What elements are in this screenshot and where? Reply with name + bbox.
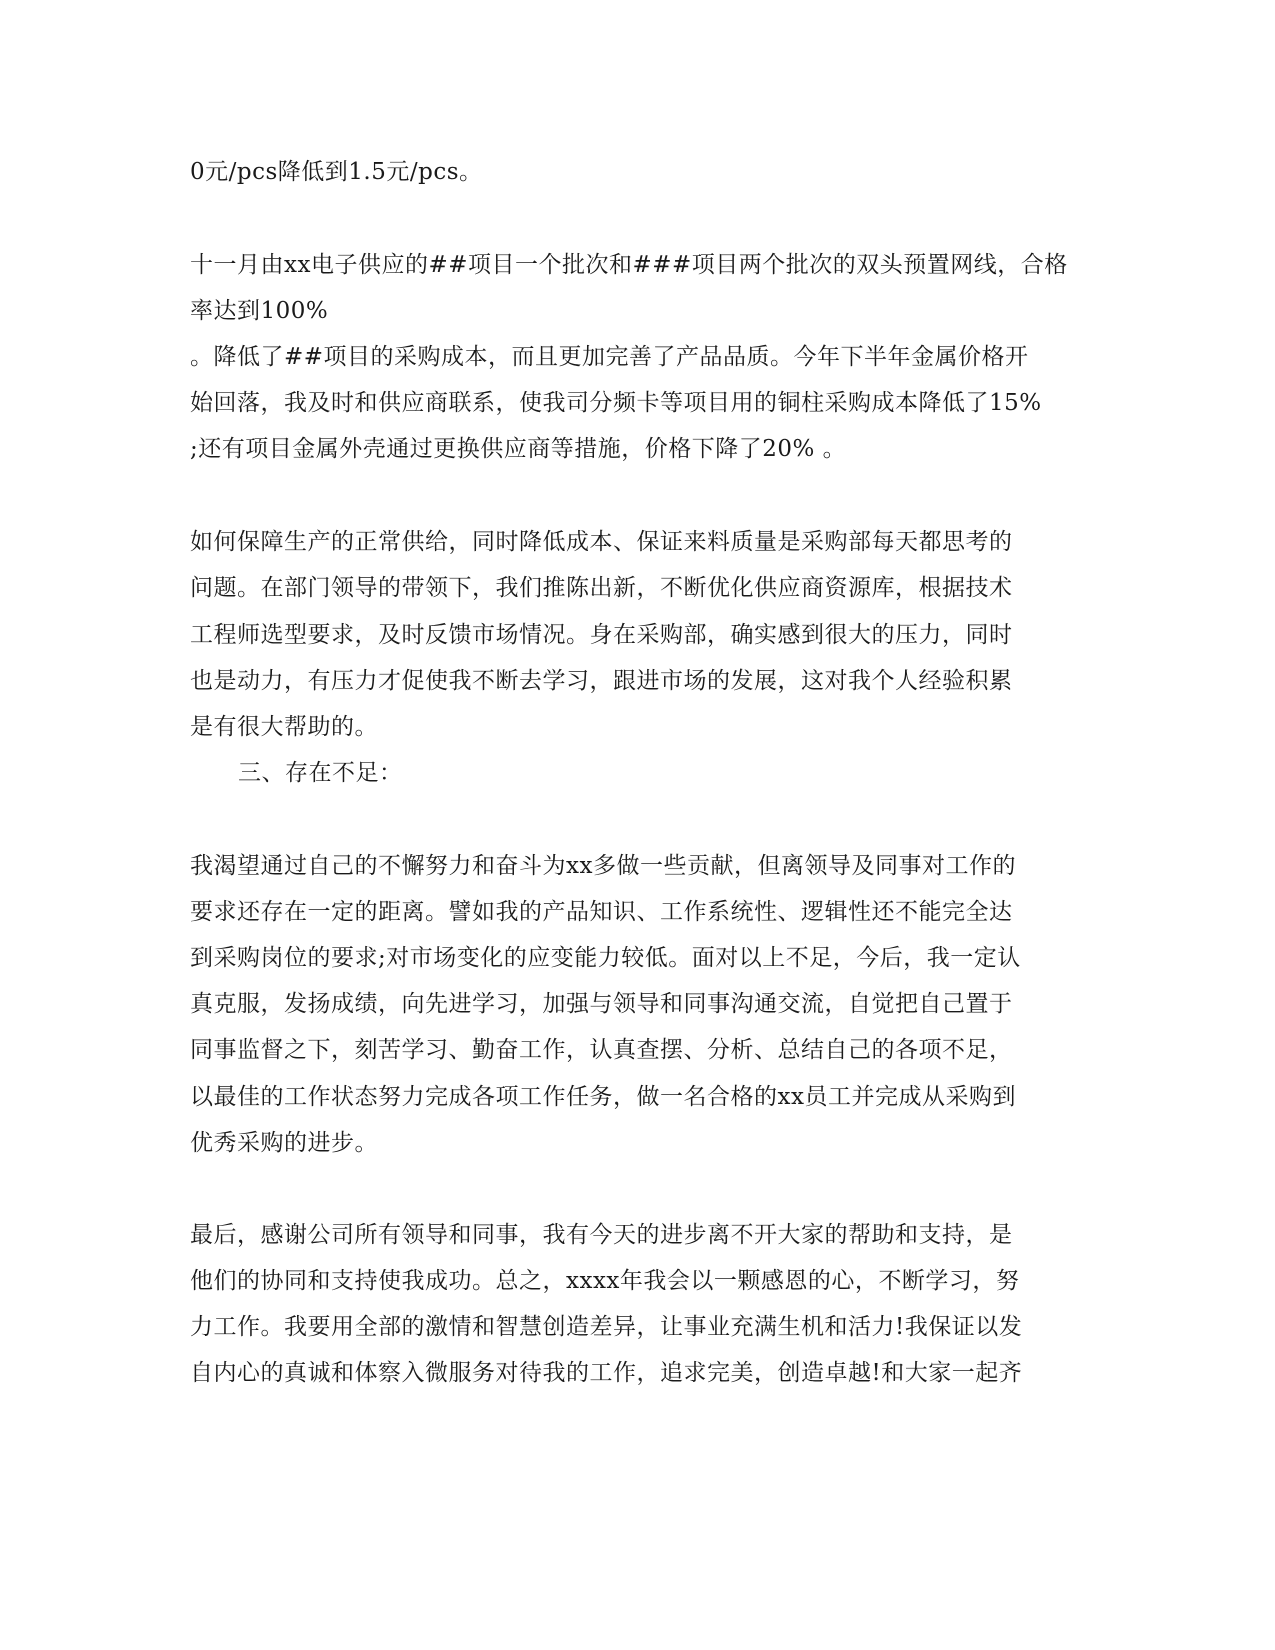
text-line: 。降低了##项目的采购成本，而且更加完善了产品品质。今年下半年金属价格开 — [190, 344, 1029, 370]
text-line: 率达到100% — [190, 298, 329, 324]
text-line: 到采购岗位的要求;对市场变化的应变能力较低。面对以上不足，今后，我一定认 — [190, 945, 1021, 971]
text-line: 工程师选型要求，及时反馈市场情况。身在采购部，确实感到很大的压力，同时 — [190, 622, 1013, 648]
text-line: 要求还存在一定的距离。譬如我的产品知识、工作系统性、逻辑性还不能完全达 — [190, 899, 1013, 925]
text-line: 如何保障生产的正常供给，同时降低成本、保证来料质量是采购部每天都思考的 — [190, 529, 1013, 555]
text-line: 同事监督之下，刻苦学习、勤奋工作，认真查摆、分析、总结自己的各项不足， — [190, 1037, 1013, 1063]
text-line: 始回落，我及时和供应商联系，使我司分频卡等项目用的铜柱采购成本降低了15% — [190, 390, 1042, 416]
text-line: 是有很大帮助的。 — [190, 714, 378, 740]
text-line: 0元/pcs降低到1.5元/pcs。 — [190, 159, 483, 185]
section-heading: 三、存在不足： — [238, 760, 403, 786]
text-line: 十一月由xx电子供应的##项目一个批次和###项目两个批次的双头预置网线，合格 — [190, 252, 1068, 278]
text-line: 优秀采购的进步。 — [190, 1130, 378, 1156]
text-line: ;还有项目金属外壳通过更换供应商等措施，价格下降了20% 。 — [190, 436, 847, 462]
text-line: 以最佳的工作状态努力完成各项工作任务，做一名合格的xx员工并完成从采购到 — [190, 1084, 1016, 1110]
text-line: 他们的协同和支持使我成功。总之，xxxx年我会以一颗感恩的心，不断学习，努 — [190, 1268, 1020, 1294]
text-line: 自内心的真诚和体察入微服务对待我的工作，追求完美，创造卓越!和大家一起齐 — [190, 1360, 1023, 1386]
text-line: 真克服，发扬成绩，向先进学习，加强与领导和同事沟通交流，自觉把自己置于 — [190, 991, 1013, 1017]
text-line: 问题。在部门领导的带领下，我们推陈出新，不断优化供应商资源库，根据技术 — [190, 575, 1013, 601]
text-line: 我渴望通过自己的不懈努力和奋斗为xx多做一些贡献，但离领导及同事对工作的 — [190, 853, 1016, 879]
text-line: 也是动力，有压力才促使我不断去学习，跟进市场的发展，这对我个人经验积累 — [190, 668, 1013, 694]
text-line: 力工作。我要用全部的激情和智慧创造差异，让事业充满生机和活力!我保证以发 — [190, 1314, 1023, 1340]
text-line: 最后，感谢公司所有领导和同事，我有今天的进步离不开大家的帮助和支持，是 — [190, 1222, 1013, 1248]
